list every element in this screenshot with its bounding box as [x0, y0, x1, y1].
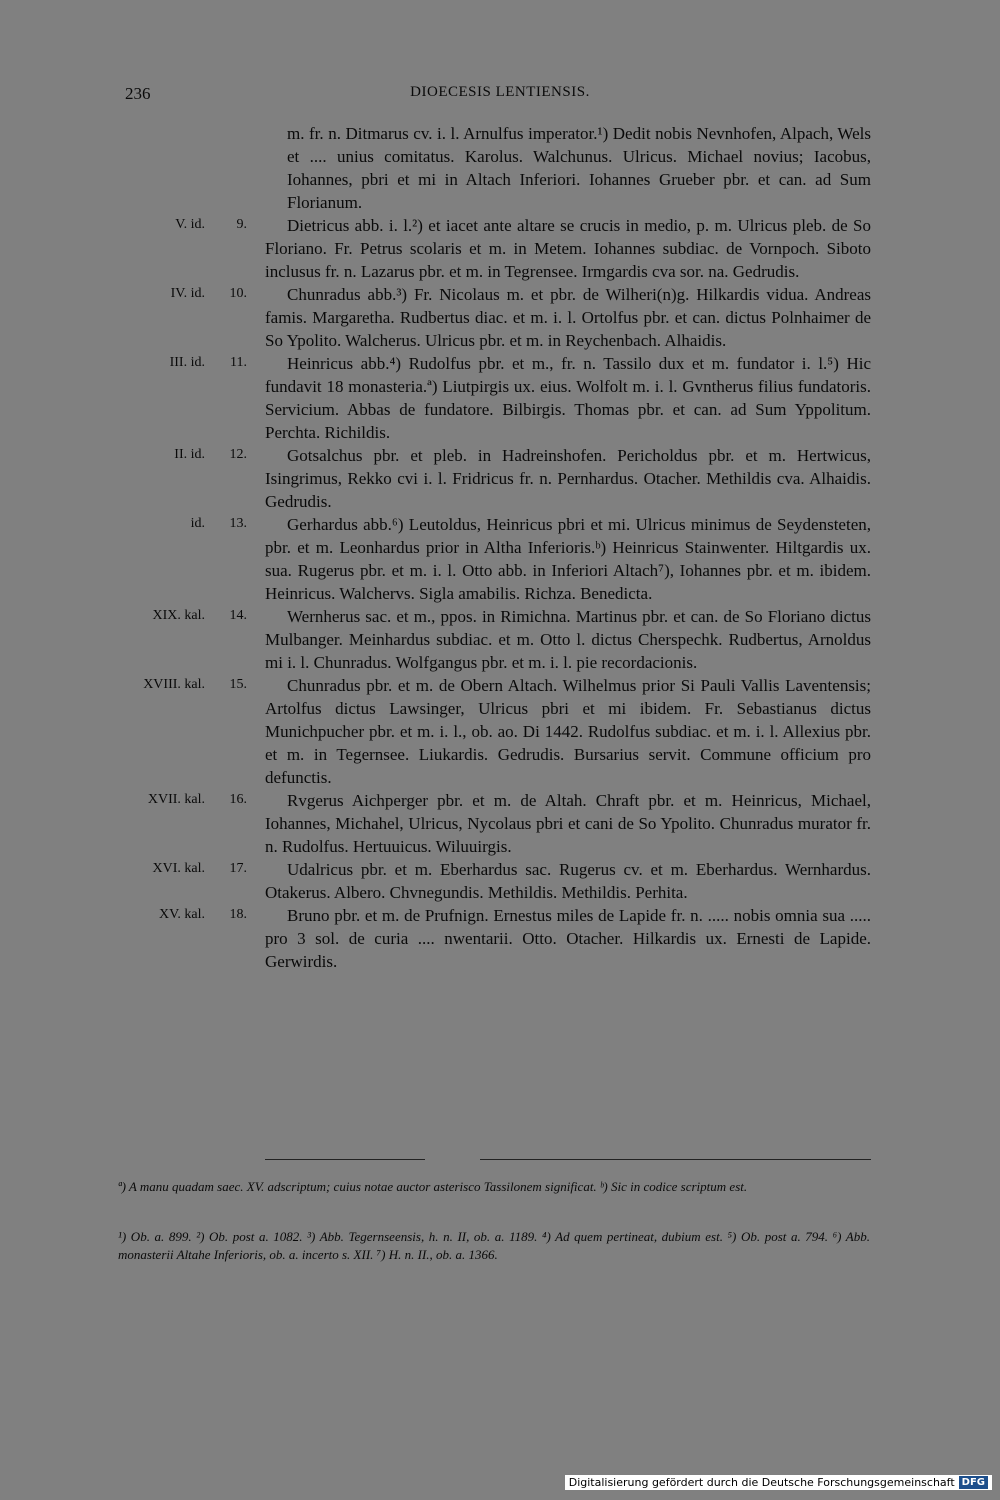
dfg-logo-icon: DFG: [959, 1476, 988, 1489]
entry-date: id.: [190, 516, 205, 531]
entry-day: 10.: [229, 286, 247, 301]
entry-date: XVI. kal.: [152, 861, 205, 876]
entry-16: [0, 789, 1000, 858]
divider-segment: [265, 1159, 425, 1160]
entry-17: [0, 858, 1000, 904]
footnotes-letters: ª) A manu quadam saec. XV. adscriptum; cuius notae auctor asterisco Tassilonem significat. ᵇ) Sic in codice scriptum est.: [118, 1179, 748, 1194]
necrology-entries: [0, 122, 1000, 973]
entry-15: [0, 674, 1000, 789]
entry-text: Gerhardus abb.⁶) Leutoldus, Heinricus pbri et mi. Ulricus minimus de Seydensteten, pbr. et m. Leonhardus prior in Altha Inferioris.ᵇ) Heinricus Stainwenter. Hiltgardis ux. sua. Rugerus pbr. et m. i. l. Otto abb. in Inferiori Altach⁷), Iohannes pbr. et m. ibidem. Heinricus. Walchervs. Sigla amabilis. Richza. Benedicta.: [265, 515, 871, 603]
entry-date: XV. kal.: [158, 907, 205, 922]
entry-day: 12.: [229, 447, 247, 462]
entry-text: m. fr. n. Ditmarus cv. i. l. Arnulfus imperator.¹) Dedit nobis Nevnhofen, Alpach, Wels et .... unius comitatus. Karolus. Walchunus. Ulricus. Michael novius; Iacobus, Iohannes, pbri et mi in Altach Inferiori. Iohannes Grueber pbr. et can. ad Sum Florianum.: [287, 124, 871, 212]
entry-text: Heinricus abb.⁴) Rudolfus pbr. et m., fr. n. Tassilo dux et m. fundator i. l.⁵) Hic fundavit 18 monasteria.ª) Liutpirgis ux. eius. Wolfolt m. i. l. Gvntherus filius fundatoris. Servicium. Abbas de fundatore. Bilbirgis. Thomas pbr. et can. ad Sum Yppolitum. Perchta. Richildis.: [265, 354, 871, 442]
entry-10: [0, 283, 1000, 352]
entry-day: 17.: [229, 861, 247, 876]
footnote-divider: [265, 1159, 871, 1161]
entry-date: XVIII. kal.: [143, 677, 205, 692]
footnotes-numbers: ¹) Ob. a. 899. ²) Ob. post a. 1082. ³) Abb. Tegernseensis, h. n. II, ob. a. 1189. ⁴) Ad quem pertineat, dubium est. ⁵) Ob. post a. 794. ⁶) Abb. monasterii Altahe Inferioris, ob. a. incerto s. XII. ⁷) H. n. II., ob. a. 1366.: [118, 1229, 870, 1262]
entry-text: Wernherus sac. et m., ppos. in Rimichna. Martinus pbr. et can. de So Floriano dictus Mulbanger. Meinhardus subdiac. et m. Otto l. dictus Cherspechk. Rudbertus, Arnoldus mi i. l. Chunradus. Wolfgangus pbr. et m. i. l. pie recordacionis.: [265, 607, 871, 672]
entry-date: IV. id.: [170, 286, 205, 301]
entry-9: [0, 214, 1000, 283]
funding-credit: [565, 1475, 992, 1490]
entry-text: Rvgerus Aichperger pbr. et m. de Altah. Chraft pbr. et m. Heinricus, Michael, Iohannes, Michahel, Ulricus, Nycolaus pbri et cani de So Ypolito. Chunradus murator fr. n. Rudolfus. Hertuuicus. Wiluuirgis.: [265, 791, 871, 856]
entry-day: 18.: [229, 907, 247, 922]
divider-segment: [480, 1159, 871, 1160]
entry-day: 16.: [229, 792, 247, 807]
entry-text: Bruno pbr. et m. de Prufnign. Ernestus miles de Lapide fr. n. ..... nobis omnia sua ..... pro 3 sol. de curia .... nwentarii. Otto. Otacher. Hilkardis ux. Ernesti de Lapide. Gerwirdis.: [265, 906, 871, 971]
entry-day: 11.: [230, 355, 247, 370]
entry-12: [0, 444, 1000, 513]
entry-18: [0, 904, 1000, 973]
entry-text: Chunradus abb.³) Fr. Nicolaus m. et pbr. de Wilheri(n)g. Hilkardis vidua. Andreas famis. Margaretha. Rudbertus diac. et m. i. l. Ortolfus pbr. et can. dictus Polnhaimer de So Ypolito. Walcherus. Ulricus pbr. et m. in Reychenbach. Alhaidis.: [265, 285, 871, 350]
running-title: DIOECESIS LENTIENSIS.: [410, 84, 590, 100]
entry-13: [0, 513, 1000, 605]
entry-date: III. id.: [169, 355, 205, 370]
entry-day: 9.: [236, 217, 247, 232]
continuation-entry: [0, 122, 1000, 214]
page-number: 236: [125, 84, 151, 103]
entry-date: II. id.: [174, 447, 205, 462]
page-header: [0, 84, 1000, 108]
entry-text: Gotsalchus pbr. et pleb. in Hadreinshofen. Pericholdus pbr. et m. Hertwicus, Isingrimus, Rekko cvi i. l. Fridricus fr. n. Pernhardus. Otacher. Methildis cva. Alhaidis. Gedrudis.: [265, 446, 871, 511]
entry-text: Dietricus abb. i. l.²) et iacet ante altare se crucis in medio, p. m. Ulricus pleb. de So Floriano. Fr. Petrus scolaris et m. in Metem. Iohannes subdiac. de Vornpoch. Siboto inclusus fr. n. Lazarus pbr. et m. in Tegrensee. Irmgardis cva sor. na. Gedrudis.: [265, 216, 871, 281]
entry-day: 13.: [229, 516, 247, 531]
entry-date: XIX. kal.: [152, 608, 205, 623]
entry-11: [0, 352, 1000, 444]
entry-14: [0, 605, 1000, 674]
entry-day: 14.: [229, 608, 247, 623]
credit-text: Digitalisierung gefördert durch die Deutsche Forschungsgemeinschaft: [568, 1476, 955, 1489]
entry-day: 15.: [229, 677, 247, 692]
entry-date: XVII. kal.: [147, 792, 205, 807]
entry-text: Udalricus pbr. et m. Eberhardus sac. Rugerus cv. et m. Eberhardus. Wernhardus. Otakerus. Albero. Chvnegundis. Methildis. Methildis. Perhita.: [265, 860, 871, 902]
entry-text: Chunradus pbr. et m. de Obern Altach. Wilhelmus prior Si Pauli Vallis Laventensis; Artolfus dictus Lawsinger, Ulricus pbri et mi ibidem. Fr. Sebastianus dictus Munichpucher pbr. et m. i. l., ob. ao. Di 1442. Rudolfus subdiac. et m. i. l. Allexius pbr. et m. in Tegernsee. Liukardis. Gedrudis. Bursarius servit. Commune officium pro defunctis.: [265, 676, 871, 787]
entry-date: V. id.: [175, 217, 205, 232]
